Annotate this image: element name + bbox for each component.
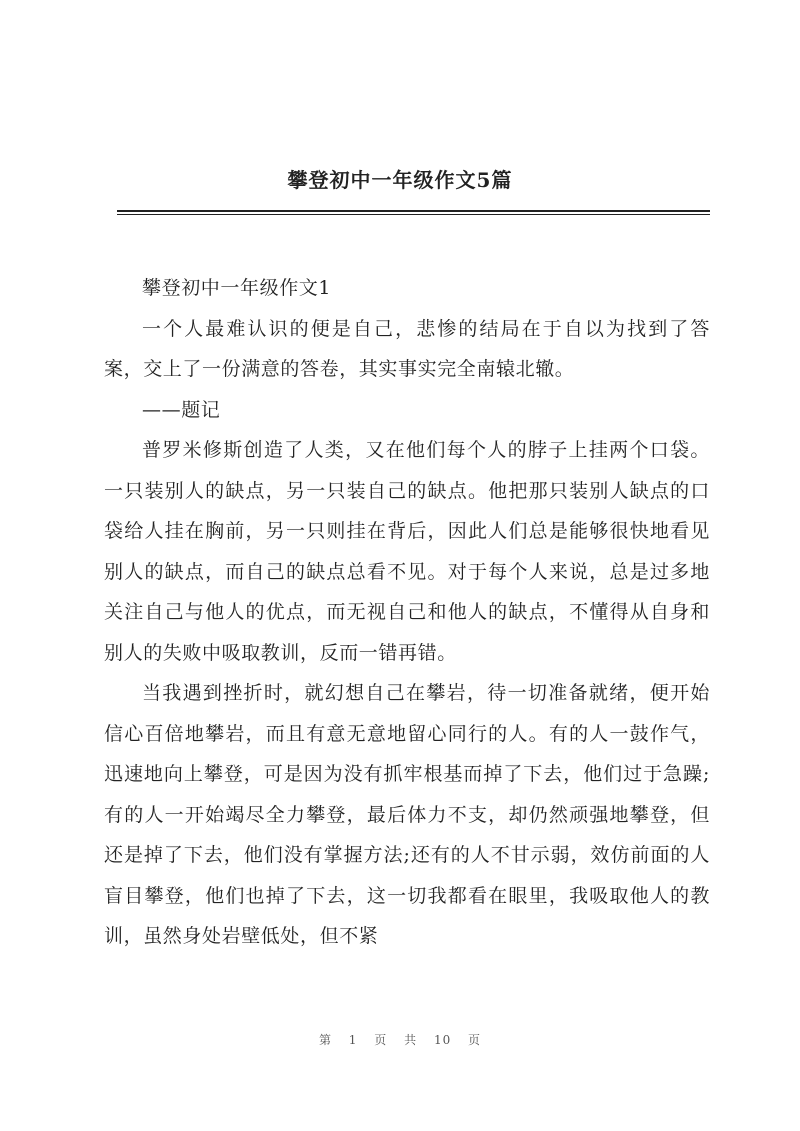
epigraph-attribution: ——题记 [142,398,221,421]
footer-total-pages: 10 [433,1033,452,1047]
body-paragraph: 普罗米修斯创造了人类，又在他们每个人的脖子上挂两个口袋。一只装别人的缺点，另一只装自己的缺点。他把那只装别人缺点的口袋给人挂在胸前，另一只则挂在背后，因此人们总是能够很快地看见别人的缺点，而自己的缺点总看不见。对于每个人来说，总是过多地关注自己与他人的优点，而无视自己和他人的缺点，不懂得从自身和别人的失败中吸取教训，反而一错再错。 [104,439,710,664]
footer-current-page: 1 [348,1033,358,1047]
title-rule-thin [117,214,710,215]
footer-label-page: 第 [318,1033,332,1047]
body-paragraph: 当我遇到挫折时，就幻想自己在攀岩，待一切准备就绪，便开始信心百倍地攀岩，而且有意无意地留心同行的人。有的人一鼓作气，迅速地向上攀登，可是因为没有抓牢根基而掉了下去，他们过于急躁;有的人一开始竭尽全力攀登，最后体力不支，却仍然顽强地攀登，但还是掉了下去，他们没有掌握方法;还有的人不甘示弱，效仿前面的人盲目攀登，他们也掉了下去，这一切我都看在眼里，我吸取他人的教训，虽然身处岩壁低处，但不紧 [104,682,710,947]
page-footer [0,1031,800,1048]
epigraph: 一个人最难认识的便是自己，悲惨的结局在于自以为找到了答案，交上了一份满意的答卷，其实事实完全南辕北辙。 [104,317,710,380]
footer-label-total: 共 [404,1033,418,1047]
document-title: 攀登初中一年级作文5篇 [287,168,513,192]
section-heading: 攀登初中一年级作文1 [142,277,332,299]
footer-label-page-unit: 页 [374,1033,388,1047]
footer-label-total-unit: 页 [468,1033,482,1047]
title-rule-thick [117,210,710,212]
document-body [104,268,710,957]
